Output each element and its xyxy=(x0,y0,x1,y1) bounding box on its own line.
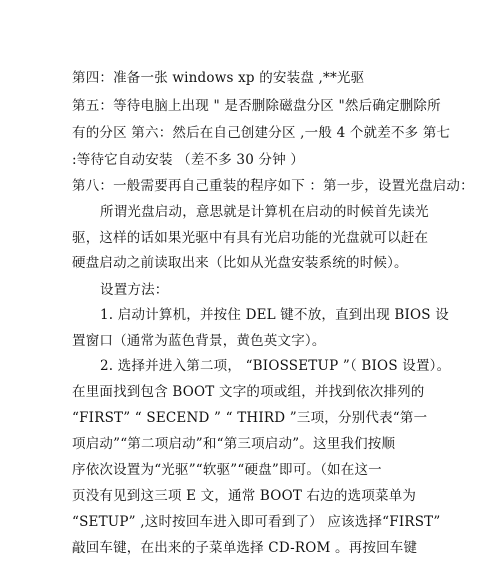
text-line: 设置方法： xyxy=(100,282,169,298)
text-line: 第八：一般需要再自己重装的程序如下 ：第一步，设置光盘启动： xyxy=(72,178,474,194)
text-line: 页没有见到这三项 E 文，通常 BOOT 右边的选项菜单为 xyxy=(72,488,417,504)
text-line: 在里面找到包含 BOOT 文字的项或组，并找到依次排列的 xyxy=(72,384,425,400)
text-line: 2. 选择并进入第二项， “BIOSSETUP ”（ BIOS 设置）。 xyxy=(100,358,451,374)
text-line: 序依次设置为“光驱”“软驱”“硬盘”即可。（如在这一 xyxy=(72,462,382,478)
text-line: 项启动”“第二项启动”和“第三项启动”。这里我们按顺 xyxy=(72,436,396,452)
text-line: 驱，这样的话如果光驱中有具有光启功能的光盘就可以赶在 xyxy=(72,230,429,246)
text-line: 1. 启动计算机，并按住 DEL 键不放，直到出现 BIOS 设 xyxy=(100,307,449,323)
text-line: “FIRST” “ SECEND ” “ THIRD ”三项，分别代表“第一 xyxy=(72,410,428,426)
text-line: “SETUP” ,这时按回车进入即可看到了） 应该选择“FIRST” xyxy=(72,514,441,530)
text-line: 所谓光盘启动，意思就是计算机在启动的时候首先读光 xyxy=(100,204,429,220)
text-line: 敲回车键，在出来的子菜单选择 CD-ROM 。再按回车键 xyxy=(72,540,418,556)
text-line: :等待它自动安装 （差不多 30 分钟 ） xyxy=(72,152,305,168)
text-line: 硬盘启动之前读取出来（比如从光盘安装系统的时候）。 xyxy=(72,255,408,271)
text-line: 有的分区 第六：然后在自己创建分区 ,一般 4 个就差不多 第七 xyxy=(72,125,451,141)
text-line: 置窗口（通常为蓝色背景，黄色英文字）。 xyxy=(72,333,326,349)
text-line: 第四：准备一张 windows xp 的安装盘 ,**光驱 xyxy=(72,70,365,86)
text-line: 第五：等待电脑上出现 " 是否删除磁盘分区 "然后确定删除所 xyxy=(72,98,441,114)
